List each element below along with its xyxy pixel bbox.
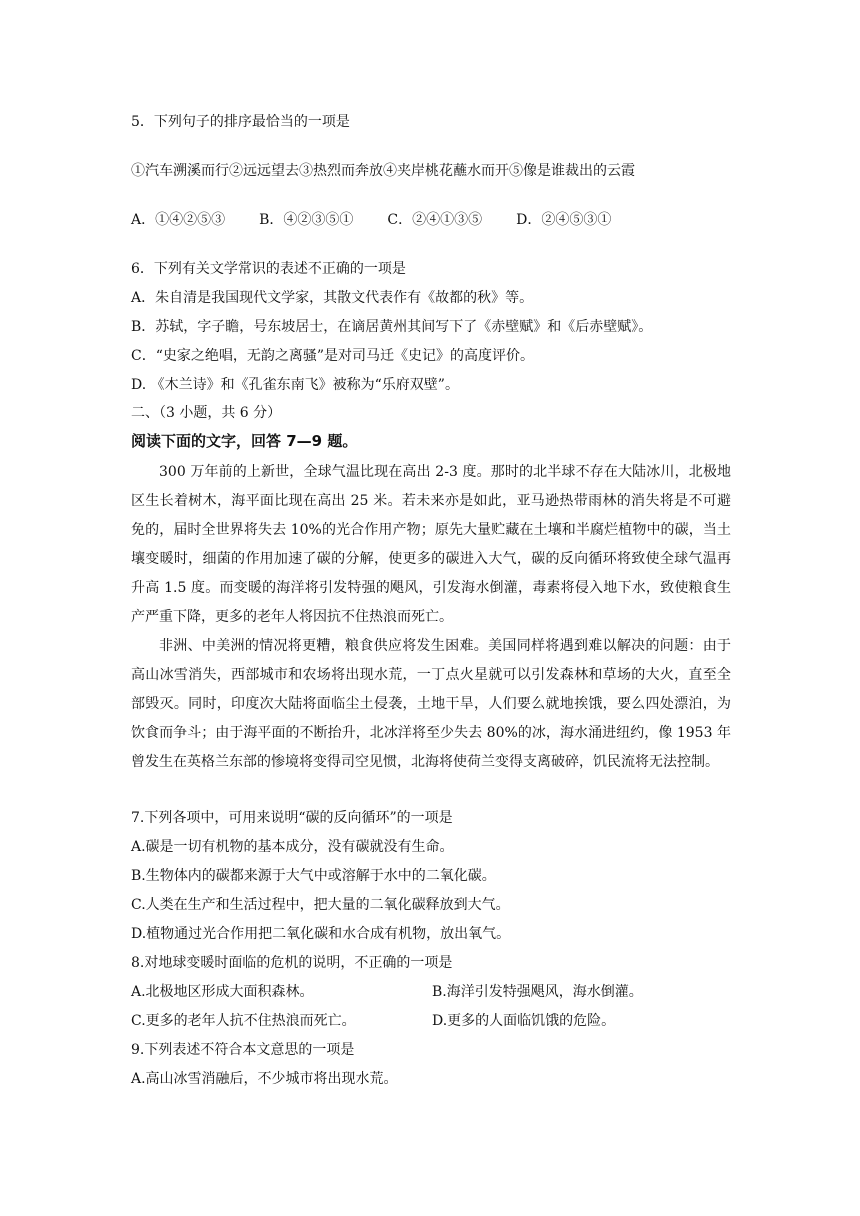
- question-5-option-b: B．④②③⑤①: [259, 212, 354, 228]
- question-5-option-d: D．②④⑤③①: [516, 212, 612, 228]
- reading-instruction: 阅读下面的文字，回答 7—9 题。: [131, 432, 358, 450]
- question-7-stem: 7.下列各项中，可用来说明“碳的反向循环”的一项是: [131, 810, 453, 826]
- passage-paragraph-2: 非洲、中美洲的情况将更糟，粮食供应将发生困难。美国同样将遇到难以解决的问题：由于高山冰雪消失，西部城市和农场将出现水荒，一丁点火星就可以引发森林和草场的大火，直至全部毁灭。同时，印度次大陆将面临尘土侵袭，土地干旱，人们要么就地挨饿，要么四处漂泊，为饮食而争斗；由于海平面的不断抬升，北冰洋将至少失去 80%的冰，海水涌进纽约，像 1953 年曾发生在英格兰东部的惨境将变得司空见惯，北海将使荷兰变得支离破碎，饥民流将无法控制。: [131, 638, 731, 770]
- question-6-option-c: C．“史家之绝唱，无韵之离骚”是对司马迁《史记》的高度评价。: [131, 348, 535, 364]
- question-8-option-c: C.更多的老年人抗不住热浪而死亡。: [131, 1013, 356, 1029]
- question-5-option-c: C．②④①③⑤: [387, 212, 483, 228]
- question-5-option-a: A．①④②⑤③: [131, 212, 226, 228]
- passage-paragraph-1: 300 万年前的上新世，全球气温比现在高出 2-3 度。那时的北半球不存在大陆冰川，北极地区生长着树木，海平面比现在高出 25 米。若未来亦是如此，亚马逊热带雨林的消失将是不可避免的，届时全世界将失去 10%的光合作用产物；原先大量贮藏在土壤和半腐烂植物中的碳，当土壤变暖时，细菌的作用加速了碳的分解，使更多的碳进入大气，碳的反向循环将致使全球气温再升高 1.5 度。而变暖的海洋将引发特强的飓风，引发海水倒灌，毒素将侵入地下水，致使粮食生产严重下降，更多的老年人将因抗不住热浪而死亡。: [131, 464, 731, 625]
- question-7-option-a: A.碳是一切有机物的基本成分，没有碳就没有生命。: [131, 839, 454, 855]
- section-2-heading: 二、（3 小题，共 6 分）: [131, 405, 282, 421]
- question-8-option-b: B.海洋引发特强飓风，海水倒灌。: [432, 984, 643, 1000]
- question-6-option-a: A．朱自清是我国现代文学家，其散文代表作有《故都的秋》等。: [131, 290, 534, 306]
- question-7-option-d: D.植物通过光合作用把二氧化碳和水合成有机物，放出氧气。: [131, 926, 511, 942]
- question-6-option-b: B．苏轼，字子瞻，号东坡居士，在谪居黄州其间写下了《赤壁赋》和《后赤壁赋》。: [131, 319, 653, 335]
- question-9-option-a: A.高山冰雪消融后，不少城市将出现水荒。: [131, 1071, 398, 1087]
- question-8-option-a: A.北极地区形成大面积森林。: [131, 984, 314, 1000]
- question-7-option-b: B.生物体内的碳都来源于大气中或溶解于水中的二氧化碳。: [131, 868, 496, 884]
- question-9-stem: 9.下列表述不符合本文意思的一项是: [131, 1042, 355, 1058]
- question-6-option-d: D. 《木兰诗》和《孔雀东南飞》被称为“乐府双壁”。: [131, 377, 459, 393]
- question-8-option-d: D.更多的人面临饥饿的危险。: [432, 1013, 616, 1029]
- question-7-option-c: C.人类在生产和生活过程中，把大量的二氧化碳释放到大气。: [131, 897, 510, 913]
- question-5-sentences: ①汽车溯溪而行②远远望去③热烈而奔放④夹岸桃花蘸水而开⑤像是谁裁出的云霞: [131, 163, 635, 179]
- question-5-stem: 5．下列句子的排序最恰当的一项是: [131, 114, 350, 130]
- question-8-stem: 8.对地球变暖时面临的危机的说明，不正确的一项是: [131, 955, 453, 971]
- question-6-stem: 6．下列有关文学常识的表述不正确的一项是: [131, 261, 406, 277]
- question-5-options: [131, 210, 645, 230]
